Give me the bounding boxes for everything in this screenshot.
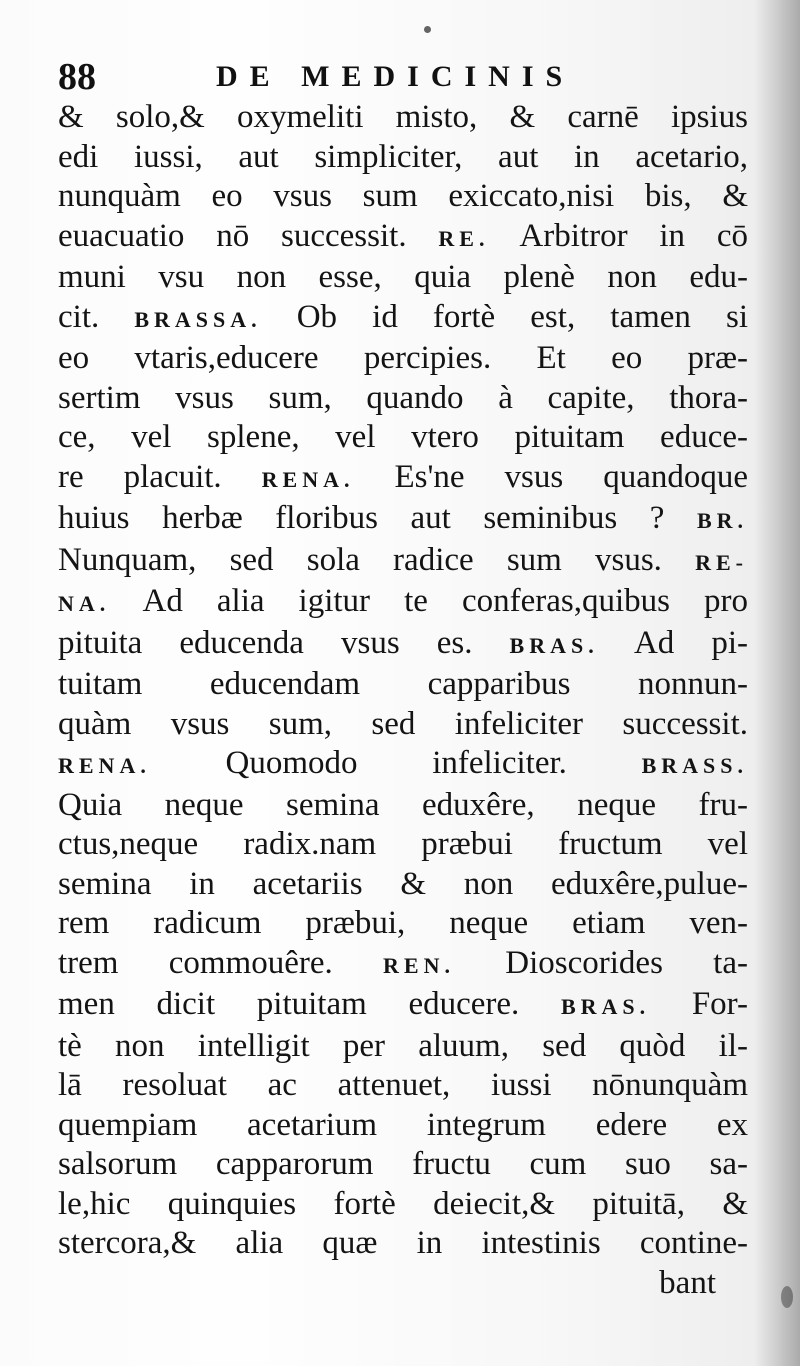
text-segment: Quomodo infeliciter. xyxy=(150,745,642,781)
speaker-label: REN. xyxy=(383,952,455,978)
text-segment: trem commouêre. xyxy=(58,944,384,981)
text-line xyxy=(58,944,748,986)
text-segment: ctus,neque radix.nam præbui fructum vel xyxy=(58,826,748,862)
text-line xyxy=(58,1185,748,1225)
text-segment: quempiam acetarium integrum edere ex xyxy=(58,1106,748,1143)
text-segment: muni vsu non esse, quia plenè non edu- xyxy=(58,259,748,295)
text-segment: re placuit. xyxy=(58,458,262,495)
running-head: DE MEDICINIS xyxy=(216,60,575,93)
text-line xyxy=(58,786,748,826)
text-line xyxy=(58,217,748,259)
text-line xyxy=(58,1066,748,1106)
body-text xyxy=(58,98,748,1303)
text-segment: tè non intelligit per aluum, sed quòd il- xyxy=(58,1027,748,1064)
text-segment: edi iussi, aut simpliciter, aut in acetario, xyxy=(58,138,748,175)
speaker-label: BR. xyxy=(696,508,748,533)
text-line xyxy=(58,904,748,944)
text-segment: eo vtaris,educere percipies. Et eo præ- xyxy=(58,340,748,376)
text-line xyxy=(58,744,748,786)
text-segment: Nunquam, sed sola radice sum vsus. xyxy=(58,541,696,578)
text-segment: huius herbæ floribus aut seminibus ? xyxy=(58,500,697,536)
text-segment: men dicit pituitam educere. xyxy=(58,986,561,1022)
text-line xyxy=(58,1264,748,1304)
text-segment: rem radicum præbui, neque etiam ven- xyxy=(58,905,748,941)
text-line xyxy=(58,379,748,419)
speaker-label: BRAS. xyxy=(509,632,599,658)
text-segment: semina in acetariis & non eduxêre,pulue- xyxy=(58,865,748,902)
text-line xyxy=(58,499,748,541)
text-line xyxy=(58,458,748,500)
text-line xyxy=(58,418,748,458)
page-header xyxy=(58,54,698,100)
text-line xyxy=(58,865,748,905)
text-segment: Ob id fortè est, tamen si xyxy=(261,298,749,335)
text-segment: tuitam educendam capparibus nonnun- xyxy=(58,666,748,702)
text-line xyxy=(58,1145,748,1185)
text-line xyxy=(58,98,748,138)
speaker-label: RE- xyxy=(695,549,748,575)
text-segment: Arbitror in cō xyxy=(489,217,748,254)
text-segment: lā resoluat ac attenuet, iussi nōnunquàm xyxy=(58,1067,748,1103)
text-line xyxy=(58,985,748,1027)
text-segment: Quia neque semina eduxêre, neque fru- xyxy=(58,786,748,823)
speaker-label: RENA. xyxy=(58,753,151,778)
text-line xyxy=(58,624,748,666)
speaker-label: RE. xyxy=(438,225,490,251)
text-line xyxy=(58,705,748,745)
text-line xyxy=(58,541,748,583)
text-segment: Dioscorides ta- xyxy=(455,944,748,981)
text-segment: ce, vel splene, vel vtero pituitam educe- xyxy=(58,419,748,455)
text-segment: quàm vsus sum, sed infeliciter successit. xyxy=(58,705,748,742)
speaker-label: RENA. xyxy=(261,466,355,492)
ink-spot xyxy=(424,26,431,33)
page-number: 88 xyxy=(58,56,96,98)
text-segment: For- xyxy=(650,986,748,1022)
text-segment: salsorum capparorum fructu cum suo sa- xyxy=(58,1146,748,1182)
page-gutter-shadow xyxy=(754,0,800,1366)
text-segment: nunquàm eo vsus sum exiccato,nisi bis, & xyxy=(58,178,748,214)
text-segment: le,hic quinquies fortè deiecit,& pituitā, & xyxy=(58,1185,748,1222)
text-segment: Ad pi- xyxy=(598,624,748,661)
text-line xyxy=(58,825,748,865)
text-line xyxy=(58,665,748,705)
text-segment: pituita educenda vsus es. xyxy=(58,624,510,661)
text-line xyxy=(58,177,748,217)
speaker-label: BRASS. xyxy=(641,753,748,778)
text-segment: Es'ne vsus quandoque xyxy=(354,458,749,495)
text-line xyxy=(58,339,748,379)
text-line xyxy=(58,298,748,340)
text-line xyxy=(58,1027,748,1067)
text-segment: Ad alia igitur te conferas,quibus pro xyxy=(110,583,748,619)
ink-spot xyxy=(781,1286,793,1308)
text-segment: stercora,& alia quæ in intestinis contine- xyxy=(58,1225,748,1261)
text-segment: & solo,& oxymeliti misto, & carnē ipsius xyxy=(58,99,748,135)
text-segment: cit. xyxy=(58,298,135,335)
text-segment: bant xyxy=(659,1264,716,1301)
text-line xyxy=(58,138,748,178)
text-line xyxy=(58,582,748,624)
speaker-label: NA. xyxy=(58,591,111,616)
text-line xyxy=(58,1224,748,1264)
text-segment: euacuatio nō successit. xyxy=(58,217,439,254)
text-segment: sertim vsus sum, quando à capite, thora- xyxy=(58,379,748,416)
speaker-label: BRASSA. xyxy=(134,306,262,332)
text-line xyxy=(58,1106,748,1146)
speaker-label: BRAS. xyxy=(560,994,651,1019)
text-line xyxy=(58,258,748,298)
